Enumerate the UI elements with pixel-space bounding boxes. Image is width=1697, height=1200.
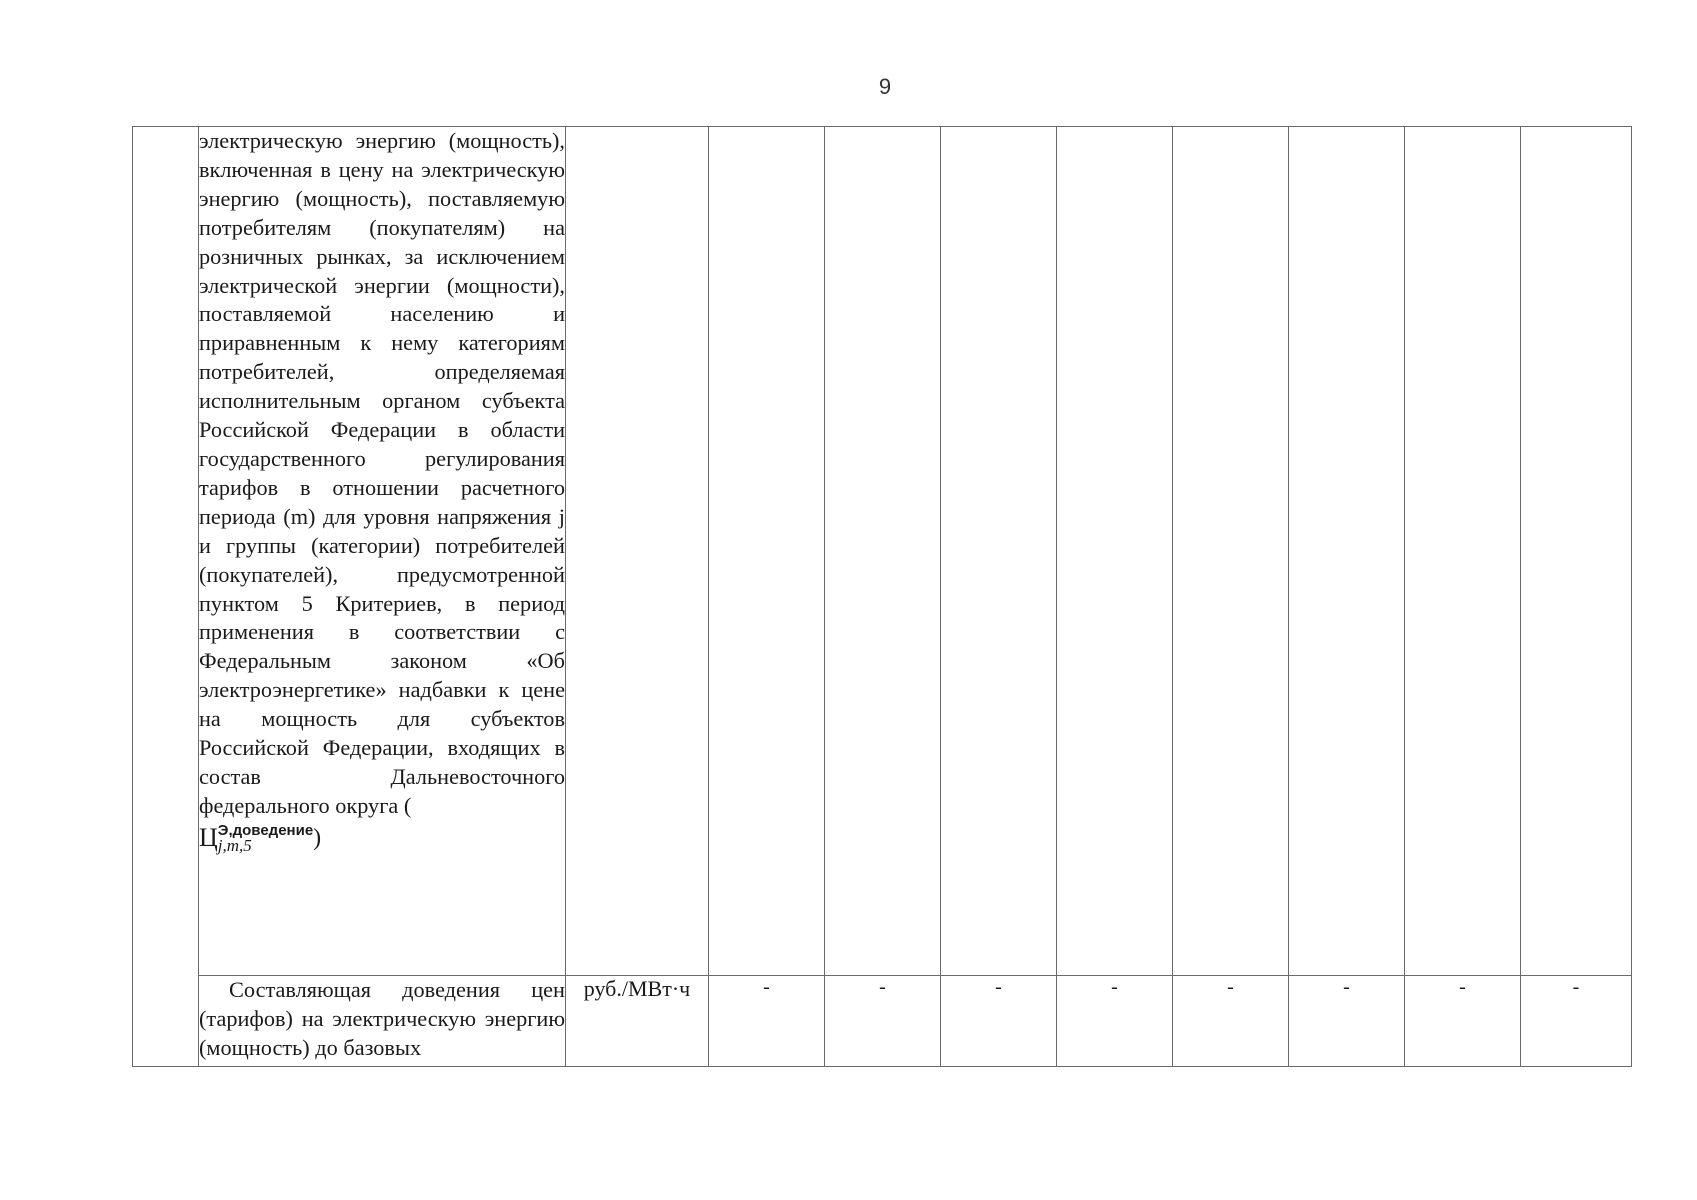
formula-superscript: Э,доведение <box>217 821 314 839</box>
formula-base: Ц <box>199 822 218 852</box>
value-cell: - <box>1173 976 1289 1067</box>
tariff-table <box>132 126 1632 1067</box>
value-cell <box>941 127 1057 976</box>
formula <box>199 823 321 853</box>
value-cell <box>1405 127 1521 976</box>
value-cell: - <box>709 976 825 1067</box>
value-cell: - <box>941 976 1057 1067</box>
table-row <box>133 976 1632 1067</box>
description-text: Составляющая доведения цен (тарифов) на электрическую энергию (мощность) до базовых <box>199 977 565 1060</box>
formula-closing: ) <box>313 824 322 851</box>
table-row <box>133 127 1632 976</box>
description-text: электрическую энергию (мощность), включенная в цену на электрическую энергию (мощность), поставляемую потребителям (покупателям) на розничных рынках, за исключением электрической энергии (мощности), поставляемой населению и приравненным к нему категориям потребителей, определяемая исполнительным органом субъекта Российской Федерации в области государственного регулирования тарифов в отношении расчетного периода (m) для уровня напряжения j и группы (категории) потребителей (покупателей), предусмотренной пунктом 5 Критериев, в период применения в соответствии с Федеральным законом «Об электроэнергетике» надбавки к цене на мощность для субъектов Российской Федерации, входящих в состав Дальневосточного федерального округа ( <box>199 128 565 818</box>
value-cell <box>825 127 941 976</box>
value-cell <box>1289 127 1405 976</box>
value-cell <box>709 127 825 976</box>
page-number: 9 <box>878 74 892 99</box>
value-cell <box>1173 127 1289 976</box>
value-cell: - <box>1521 976 1632 1067</box>
value-cell: - <box>1405 976 1521 1067</box>
row-number-cell <box>133 127 199 1067</box>
value-cell: - <box>1057 976 1173 1067</box>
unit-cell <box>566 127 709 976</box>
value-cell <box>1521 127 1632 976</box>
formula-subscript: j,m,5 <box>217 835 252 855</box>
value-cell: - <box>1289 976 1405 1067</box>
value-cell: - <box>825 976 941 1067</box>
description-cell <box>199 127 566 976</box>
unit-cell: руб./МВт·ч <box>566 976 709 1067</box>
value-cell <box>1057 127 1173 976</box>
description-cell <box>199 976 566 1067</box>
